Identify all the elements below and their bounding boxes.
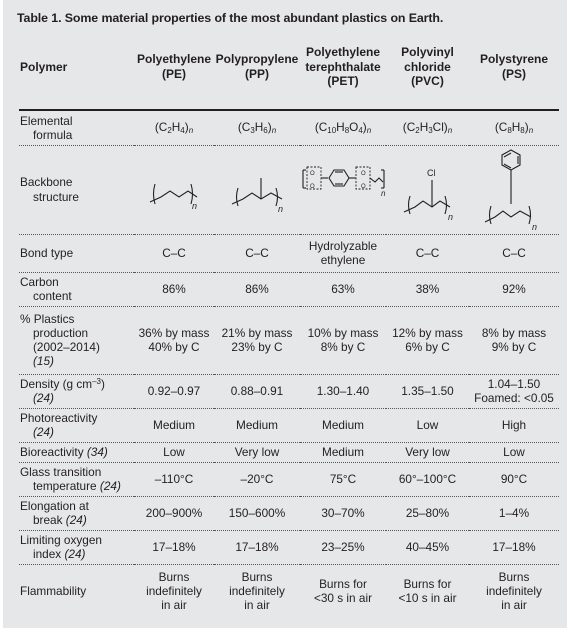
formula-ps: $(C_8H_8)_n$	[469, 110, 559, 145]
cell-ps: 90°C	[469, 462, 559, 496]
cell-pp: 21% by mass 23% by C	[214, 306, 300, 374]
header-polymer: Polymer	[19, 25, 134, 110]
structure-pp	[214, 145, 300, 234]
n-label: n	[381, 188, 386, 198]
cell-pe: Medium	[134, 408, 214, 442]
header-pvc: Polyvinyl chloride (PVC)	[386, 25, 469, 110]
cell-ps: 8% by mass 9% by C	[469, 306, 559, 374]
cell-pet: 63%	[300, 272, 386, 306]
cell-pvc: Burns for <10 s in air	[398, 577, 457, 606]
cell-pet: Medium	[300, 408, 386, 442]
cell-pvc: 40–45%	[386, 530, 469, 564]
cell-ps: 17–18%	[469, 530, 559, 564]
formula-pe: $(C_2H_4)_n$	[134, 110, 214, 145]
structure-pvc	[386, 145, 469, 234]
cell-pvc: C–C	[386, 234, 469, 272]
formula-pet: $(C_{10}H_8O_4)_n$	[300, 110, 386, 145]
properties-table	[19, 25, 559, 618]
cell-pp: 17–18%	[214, 530, 300, 564]
ps-structure-drawing	[481, 148, 547, 232]
cell-pp: C–C	[214, 234, 300, 272]
n-label: n	[192, 200, 198, 210]
row-label: Elemental formula	[19, 110, 134, 145]
header-pp: Polypropylene (PP)	[214, 25, 300, 110]
structure-pet	[300, 145, 386, 234]
row-label: Bond type	[19, 234, 134, 272]
cell-pp: Very low	[214, 442, 300, 462]
cell-pe: 0.92–0.97	[134, 374, 214, 408]
cell-pet: Hydrolyzable ethylene	[300, 234, 386, 272]
o-label: O	[310, 170, 315, 177]
row-label: Photoreactivity (24)	[19, 408, 134, 442]
cell-pe: 36% by mass 40% by C	[134, 306, 214, 374]
n-label: n	[447, 211, 453, 222]
cell-pvc: 12% by mass 6% by C	[386, 306, 469, 374]
cell-pet: 1.30–1.40	[300, 374, 386, 408]
cell-ps: Low	[469, 442, 559, 462]
row-plastics-production	[19, 306, 559, 374]
formula-pp: $(C_3H_6)_n$	[214, 110, 300, 145]
row-label: Carbon content	[19, 272, 134, 306]
cell-pet: 75°C	[300, 462, 386, 496]
pe-structure-drawing	[144, 170, 204, 210]
cell-pp: 150–600%	[214, 496, 300, 530]
row-carbon-content	[19, 272, 559, 306]
header-ps: Polystyrene (PS)	[469, 25, 559, 110]
cell-pp: 0.88–0.91	[214, 374, 300, 408]
cell-ps: 1–4%	[469, 496, 559, 530]
cell-pvc: 25–80%	[386, 496, 469, 530]
o-label: O	[361, 170, 366, 177]
cell-pet: Burns for <30 s in air	[313, 577, 373, 606]
cell-pe: C–C	[134, 234, 214, 272]
cell-pe: Low	[134, 442, 214, 462]
cell-pe: 86%	[134, 272, 214, 306]
cell-pe: 200–900%	[134, 496, 214, 530]
o-label: O	[361, 183, 366, 190]
cell-pet: 23–25%	[300, 530, 386, 564]
row-label: Elongation at break (24)	[19, 496, 134, 530]
cell-pet: Medium	[300, 442, 386, 462]
row-bioreactivity	[19, 442, 559, 462]
row-label: Flammability	[20, 584, 87, 599]
cell-pp: 86%	[214, 272, 300, 306]
cell-ps: 92%	[469, 272, 559, 306]
table-caption: Table 1. Some material properties of the most abundant plastics on Earth.	[17, 11, 444, 25]
cell-pvc: 1.35–1.50	[386, 374, 469, 408]
cell-pvc: 38%	[386, 272, 469, 306]
table-panel	[3, 0, 567, 628]
n-label: n	[278, 203, 284, 214]
pvc-structure-drawing	[395, 158, 461, 222]
cl-label: Cl	[426, 167, 435, 178]
pet-structure-drawing	[301, 158, 387, 222]
row-label: Density (g $cm^{-3}$) (24)	[19, 374, 134, 408]
cell-pe: –110°C	[134, 462, 214, 496]
cell-pvc: Low	[386, 408, 469, 442]
row-glass-transition	[19, 462, 559, 496]
row-label: Glass transition temperature (24)	[19, 462, 134, 496]
row-label: Backbone structure	[19, 145, 134, 234]
header-pe: Polyethylene (PE)	[134, 25, 214, 110]
o-label: O	[310, 183, 315, 190]
row-backbone	[19, 145, 559, 234]
cell-pvc: 60°–100°C	[386, 462, 469, 496]
structure-ps	[469, 145, 559, 234]
row-label: % Plastics production (2002–2014) (15)	[19, 306, 134, 374]
row-density	[19, 374, 559, 408]
structure-pe	[134, 145, 214, 234]
cell-pp: –20°C	[214, 462, 300, 496]
row-label: Bioreactivity (34)	[19, 442, 134, 462]
row-bond-type	[19, 234, 559, 272]
cell-pp: Burns indefinitely in air	[229, 570, 285, 613]
cell-ps: C–C	[469, 234, 559, 272]
header-row	[19, 25, 559, 110]
cell-pet: 30–70%	[300, 496, 386, 530]
row-flammability	[19, 564, 559, 618]
row-elongation	[19, 496, 559, 530]
formula-pvc: $(C_2H_3Cl)_n$	[386, 110, 469, 145]
row-limiting-oxygen	[19, 530, 559, 564]
cell-pet: 10% by mass 8% by C	[300, 306, 386, 374]
pp-structure-drawing	[225, 166, 289, 214]
row-label: Limiting oxygen index (24)	[19, 530, 134, 564]
row-formula	[19, 110, 559, 145]
cell-ps: High	[469, 408, 559, 442]
n-label: n	[532, 221, 538, 232]
cell-ps: Burns indefinitely in air	[486, 570, 542, 613]
cell-pvc: Very low	[386, 442, 469, 462]
cell-pe: Burns indefinitely in air	[146, 570, 202, 613]
cell-pe: 17–18%	[134, 530, 214, 564]
header-pet: Polyethylene terephthalate (PET)	[300, 25, 386, 110]
cell-ps: 1.04–1.50 Foamed: <0.05	[469, 374, 559, 408]
row-photoreactivity	[19, 408, 559, 442]
cell-pp: Medium	[214, 408, 300, 442]
